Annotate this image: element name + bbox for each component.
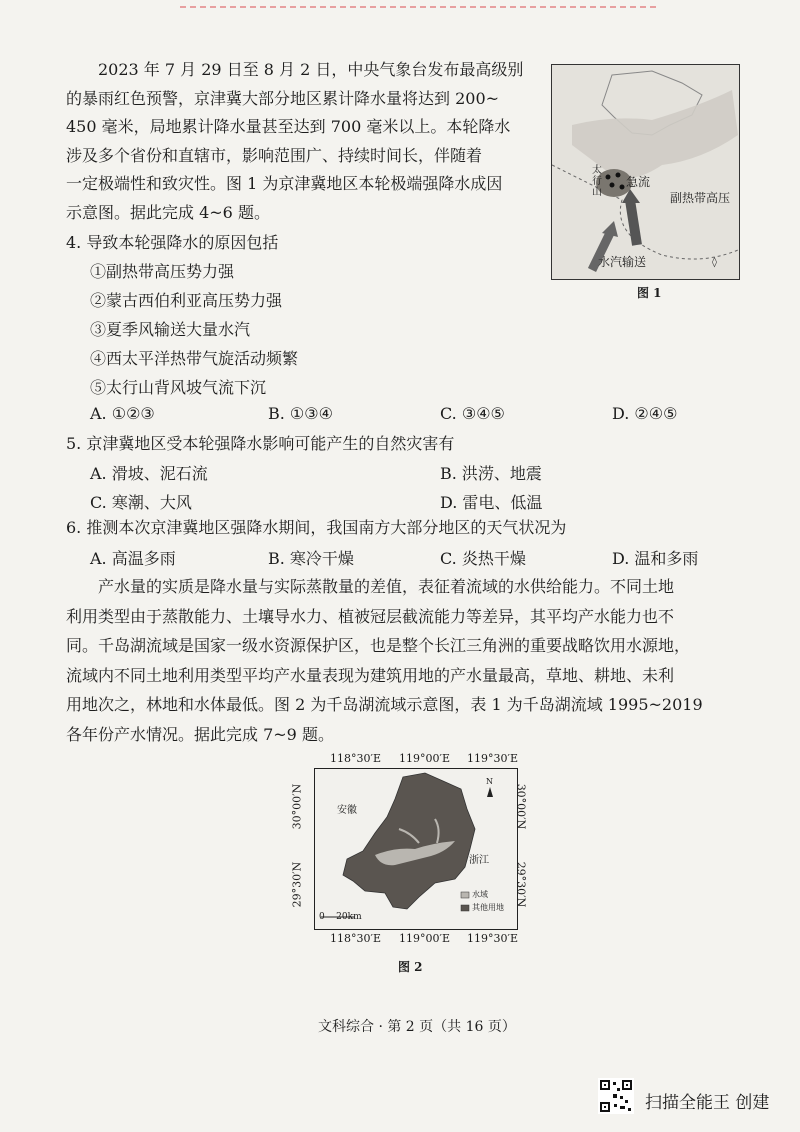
q4-item: ①副热带高压势力强 [90, 262, 235, 281]
q5-option-a[interactable]: A. 滑坡、泥石流 [90, 464, 208, 483]
figure-1-svg [552, 65, 739, 279]
passage-line: 产水量的实质是降水量与实际蒸散量的差值，表征着流域的水供给能力。不同土地 [98, 577, 675, 596]
intro-paragraph [66, 56, 536, 227]
passage-2 [66, 572, 756, 749]
legend-water: 水域 [472, 890, 488, 899]
label-subtropical-high: 副热带高压 [670, 191, 731, 205]
q4-item: ③夏季风输送大量水汽 [90, 320, 251, 339]
q5-stem: 5. 京津冀地区受本轮强降水影响可能产生的自然灾害有 [66, 434, 455, 453]
label-taihang: 太行山 [592, 165, 602, 198]
intro-line: 的暴雨红色预警，京津冀大部分地区累计降水量将达到 200~ [66, 88, 500, 108]
passage-line: 用地次之，林地和水体最低。图 2 为千岛湖流域示意图，表 1 为千岛湖流域 1995~2019 [66, 695, 703, 714]
q6-stem: 6. 推测本次京津冀地区强降水期间，我国南方大部分地区的天气状况为 [66, 518, 567, 537]
qr-code-icon [598, 1078, 634, 1114]
lon-top-3: 119°30′E [467, 752, 519, 765]
figure-2-map [290, 752, 530, 952]
label-vapor: 水汽输送 [598, 255, 647, 269]
north-arrow: N [486, 777, 493, 786]
page-footer: 文科综合 · 第 2 页（共 16 页） [318, 1019, 516, 1035]
figure-2-caption: 图 2 [398, 960, 423, 974]
q4-stem: 4. 导致本轮强降水的原因包括 [66, 233, 279, 252]
lon-bottom-1: 118°30′E [330, 932, 382, 945]
intro-line: 450 毫米，局地累计降水量甚至达到 700 毫米以上。本轮降水 [66, 117, 511, 136]
q4-option-b[interactable]: B. ①③④ [268, 404, 333, 423]
q6-option-d[interactable]: D. 温和多雨 [612, 549, 699, 568]
lat-left-1: 30°00′N [290, 783, 304, 830]
q5-option-d[interactable]: D. 雷电、低温 [440, 493, 543, 512]
passage-line: 利用类型由于蒸散能力、土壤导水力、植被冠层截流能力等差异，其平均产水能力也不 [66, 606, 675, 626]
q4-option-a[interactable]: A. ①②③ [90, 404, 155, 423]
legend-other: 其他用地 [472, 903, 504, 912]
passage-line: 同。千岛湖流域是国家一级水资源保护区，也是整个长江三角洲的重要战略饮用水源地， [66, 636, 691, 655]
lon-top-1: 118°30′E [330, 752, 382, 765]
passage-line: 各年份产水情况。据此完成 7~9 题。 [66, 724, 334, 744]
intro-line: 涉及多个省份和直辖市，影响范围广、持续时间长，伴随着 [66, 145, 483, 165]
passage-line: 流域内不同土地利用类型平均产水量表现为建筑用地的产水量最高，草地、耕地、未利 [66, 665, 675, 685]
lon-bottom-2: 119°00′E [399, 932, 451, 945]
lat-right-2: 29°30′N [514, 861, 528, 908]
scale-bar-label: 0 20km [319, 912, 362, 922]
scanner-watermark: 扫描全能王 创建 [645, 1093, 770, 1113]
q4-item: ④西太平洋热带气旋活动频繁 [90, 349, 299, 368]
q4-item: ⑤太行山背风坡气流下沉 [90, 378, 267, 397]
top-decoration-line [180, 6, 660, 8]
label-zhejiang: 浙江 [469, 855, 489, 866]
q6-option-c[interactable]: C. 炎热干燥 [440, 549, 526, 568]
q5-option-b[interactable]: B. 洪涝、地震 [440, 464, 542, 483]
q4-item: ②蒙古西伯利亚高压势力强 [90, 291, 283, 310]
figure-1-map [551, 64, 740, 280]
intro-line: 示意图。据此完成 4~6 题。 [66, 202, 270, 222]
q6-option-a[interactable]: A. 高温多雨 [90, 549, 176, 568]
q4-option-c[interactable]: C. ③④⑤ [440, 404, 505, 423]
lon-bottom-3: 119°30′E [467, 932, 519, 945]
lat-right-1: 30°00′N [514, 783, 528, 830]
label-jet: 急流 [626, 175, 651, 189]
q5-option-c[interactable]: C. 寒潮、大风 [90, 493, 192, 512]
label-anhui: 安徽 [337, 805, 357, 816]
lat-left-2: 29°30′N [290, 861, 304, 908]
intro-line: 一定极端性和致灾性。图 1 为京津冀地区本轮极端强降水成因 [66, 174, 503, 193]
intro-line: 2023 年 7 月 29 日至 8 月 2 日，中央气象台发布最高级别 [98, 60, 524, 79]
svg-text:◊: ◊ [712, 257, 717, 268]
q4-option-d[interactable]: D. ②④⑤ [612, 404, 678, 423]
figure-1-caption: 图 1 [637, 286, 662, 300]
map-frame [314, 768, 518, 930]
q6-option-b[interactable]: B. 寒冷干燥 [268, 549, 354, 568]
lon-top-2: 119°00′E [399, 752, 451, 765]
